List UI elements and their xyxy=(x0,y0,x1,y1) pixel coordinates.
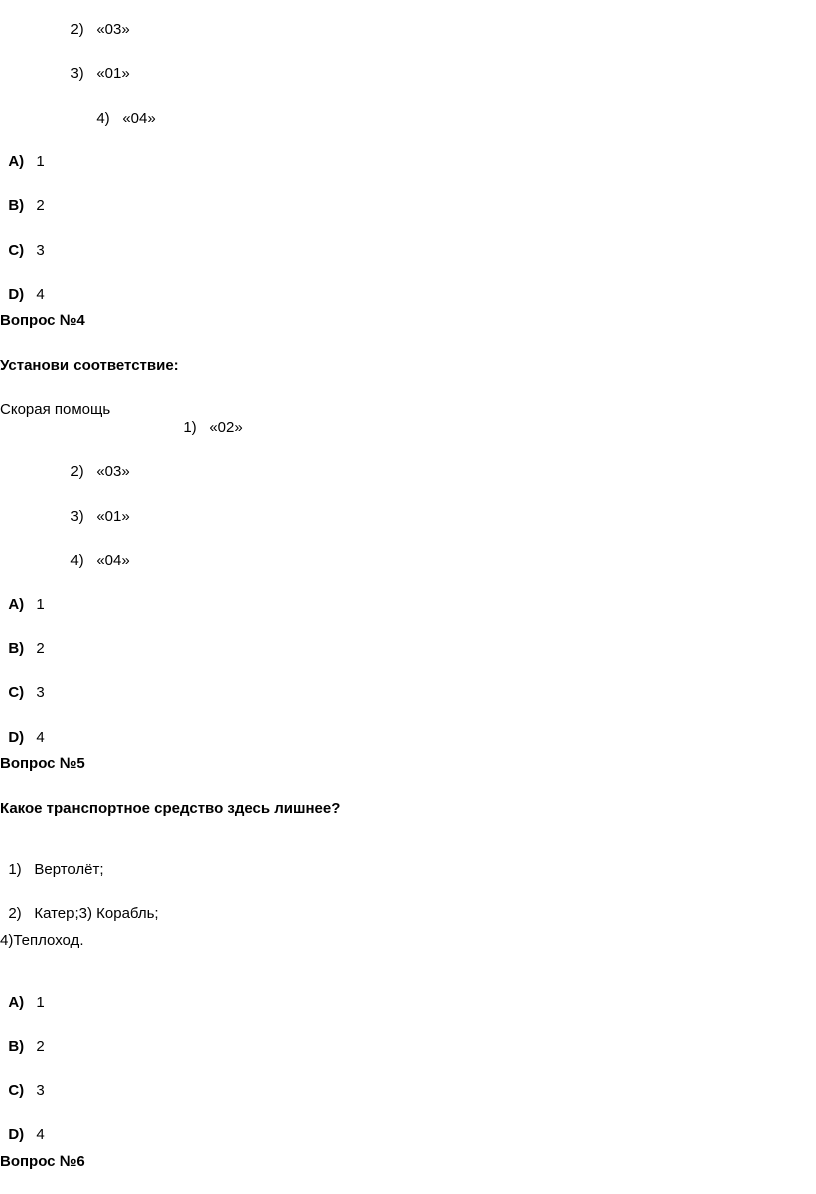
q5-answer-d[interactable] xyxy=(0,1108,45,1144)
answer-letter: A) xyxy=(8,994,25,1011)
answer-letter: B) xyxy=(8,197,25,214)
q4-prompt: Установи соответствие: xyxy=(0,357,179,374)
option-text: «02» xyxy=(209,419,243,436)
answer-letter: C) xyxy=(8,242,25,259)
q4-answer-a[interactable] xyxy=(0,578,45,614)
option-number: 1) xyxy=(8,861,22,878)
q4-option-1 xyxy=(175,401,243,437)
option-number: 2) xyxy=(8,905,22,922)
answer-value: 4 xyxy=(36,286,45,303)
answer-value: 4 xyxy=(36,1126,45,1143)
option-number: 4) xyxy=(70,552,84,569)
q4-option-3 xyxy=(62,490,130,526)
answer-letter: D) xyxy=(8,1126,25,1143)
answer-value: 2 xyxy=(36,197,45,214)
answer-letter: B) xyxy=(8,640,25,657)
answer-value: 1 xyxy=(36,994,45,1011)
option-text: «03» xyxy=(96,463,130,480)
q4-title: Вопрос №4 xyxy=(0,312,85,329)
q3-option-3 xyxy=(62,47,130,83)
option-number: 4) xyxy=(96,110,110,127)
option-text: «04» xyxy=(96,552,130,569)
q5-title: Вопрос №5 xyxy=(0,755,85,772)
answer-value: 1 xyxy=(36,596,45,613)
q5-answer-a[interactable] xyxy=(0,976,45,1012)
q3-answer-d[interactable] xyxy=(0,268,45,304)
q3-option-2 xyxy=(62,3,130,39)
option-number: 2) xyxy=(70,21,84,38)
q5-answer-c[interactable] xyxy=(0,1064,45,1100)
answer-value: 3 xyxy=(36,1082,45,1099)
q3-answer-a[interactable] xyxy=(0,135,45,171)
option-text: «04» xyxy=(122,110,156,127)
answer-value: 3 xyxy=(36,242,45,259)
answer-letter: D) xyxy=(8,286,25,303)
answer-letter: A) xyxy=(8,153,25,170)
option-text: «03» xyxy=(96,21,130,38)
answer-letter: C) xyxy=(8,1082,25,1099)
answer-value: 4 xyxy=(36,729,45,746)
q5-option-line-3: 4)Теплоход. xyxy=(0,932,84,949)
answer-value: 3 xyxy=(36,684,45,701)
option-number: 2) xyxy=(70,463,84,480)
q3-answer-b[interactable] xyxy=(0,179,45,215)
option-text: Вертолёт; xyxy=(34,861,104,878)
q4-term: Скорая помощь xyxy=(0,401,111,418)
answer-letter: B) xyxy=(8,1038,25,1055)
q3-option-4 xyxy=(88,92,156,128)
q4-option-2 xyxy=(62,445,130,481)
answer-value: 2 xyxy=(36,1038,45,1055)
q5-answer-b[interactable] xyxy=(0,1020,45,1056)
answer-value: 2 xyxy=(36,640,45,657)
option-text: «01» xyxy=(96,65,130,82)
q4-answer-d[interactable] xyxy=(0,711,45,747)
answer-letter: A) xyxy=(8,596,25,613)
option-number: 3) xyxy=(70,65,84,82)
answer-letter: C) xyxy=(8,684,25,701)
option-text: Катер;3) Корабль; xyxy=(34,905,159,922)
q5-option-line-1 xyxy=(0,843,104,879)
option-text: «01» xyxy=(96,508,130,525)
answer-value: 1 xyxy=(36,153,45,170)
q4-answer-c[interactable] xyxy=(0,666,45,702)
q3-answer-c[interactable] xyxy=(0,224,45,260)
q6-title: Вопрос №6 xyxy=(0,1153,85,1170)
q4-answer-b[interactable] xyxy=(0,622,45,658)
answer-letter: D) xyxy=(8,729,25,746)
q5-prompt: Какое транспортное средство здесь лишнее? xyxy=(0,800,341,817)
option-number: 3) xyxy=(70,508,84,525)
option-number: 1) xyxy=(183,419,197,436)
q4-option-4 xyxy=(62,534,130,570)
q5-option-line-2 xyxy=(0,887,159,923)
